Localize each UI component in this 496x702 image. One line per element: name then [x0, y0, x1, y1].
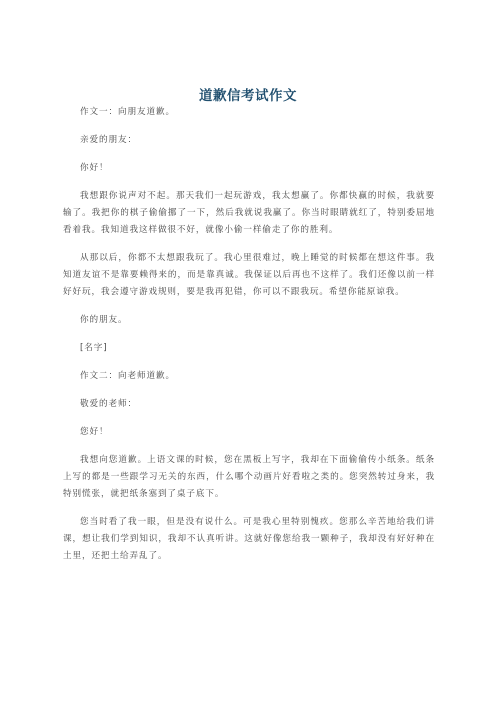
essay-two-heading: 作文二：向老师道歉。: [80, 371, 175, 381]
essay-two-greeting: 您好！: [80, 427, 109, 437]
essay-one-paragraph-1: 我想跟你说声对不起。那天我们一起玩游戏，我太想赢了。你都快赢的时候，我就要输了。我把你的棋子偷偷挪了一下，然后我就说我赢了。你当时眼睛就红了，特别委屈地看着我。我知道我这样做很不好，就像小偷一样偷走了你的胜利。: [63, 191, 435, 235]
essay-one-greeting: 你好！: [80, 163, 109, 173]
essay-two-paragraph-2: 您当时看了我一眼，但是没有说什么。可是我心里特别愧疚。您那么辛苦地给我们讲课，想让我们学到知识，我却不认真听讲。这就好像您给我一颗种子，我却没有好好种在土里，还把土给弄乱了。: [63, 517, 435, 561]
document-title: 道歉信考试作文: [199, 88, 297, 104]
essay-one-salutation: 亲爱的朋友：: [80, 135, 137, 145]
essay-one-signature: [名字]: [80, 343, 108, 353]
essay-two-paragraph-1: 我想向您道歉。上语文课的时候，您在黑板上写字，我却在下面偷偷传小纸条。纸条上写的都是一些跟学习无关的东西，什么哪个动画片好看啦之类的。您突然转过身来，我特别慌张，就把纸条塞到了桌子底下。: [63, 455, 435, 499]
essay-one-signoff: 你的朋友。: [80, 315, 128, 325]
essay-one-paragraph-2: 从那以后，你都不太想跟我玩了。我心里很难过，晚上睡觉的时候都在想这件事。我知道友谊不是靠要赖得来的，而是靠真诚。我保证以后再也不这样了。我们还像以前一样好好玩，我会遵守游戏规则，要是我再犯错，你可以不跟我玩。希望你能原谅我。: [63, 253, 435, 297]
document-body: [63, 104, 435, 565]
essay-one-heading: 作文一：向朋友道歉。: [80, 107, 175, 117]
essay-two-salutation: 敬爱的老师：: [80, 399, 137, 409]
